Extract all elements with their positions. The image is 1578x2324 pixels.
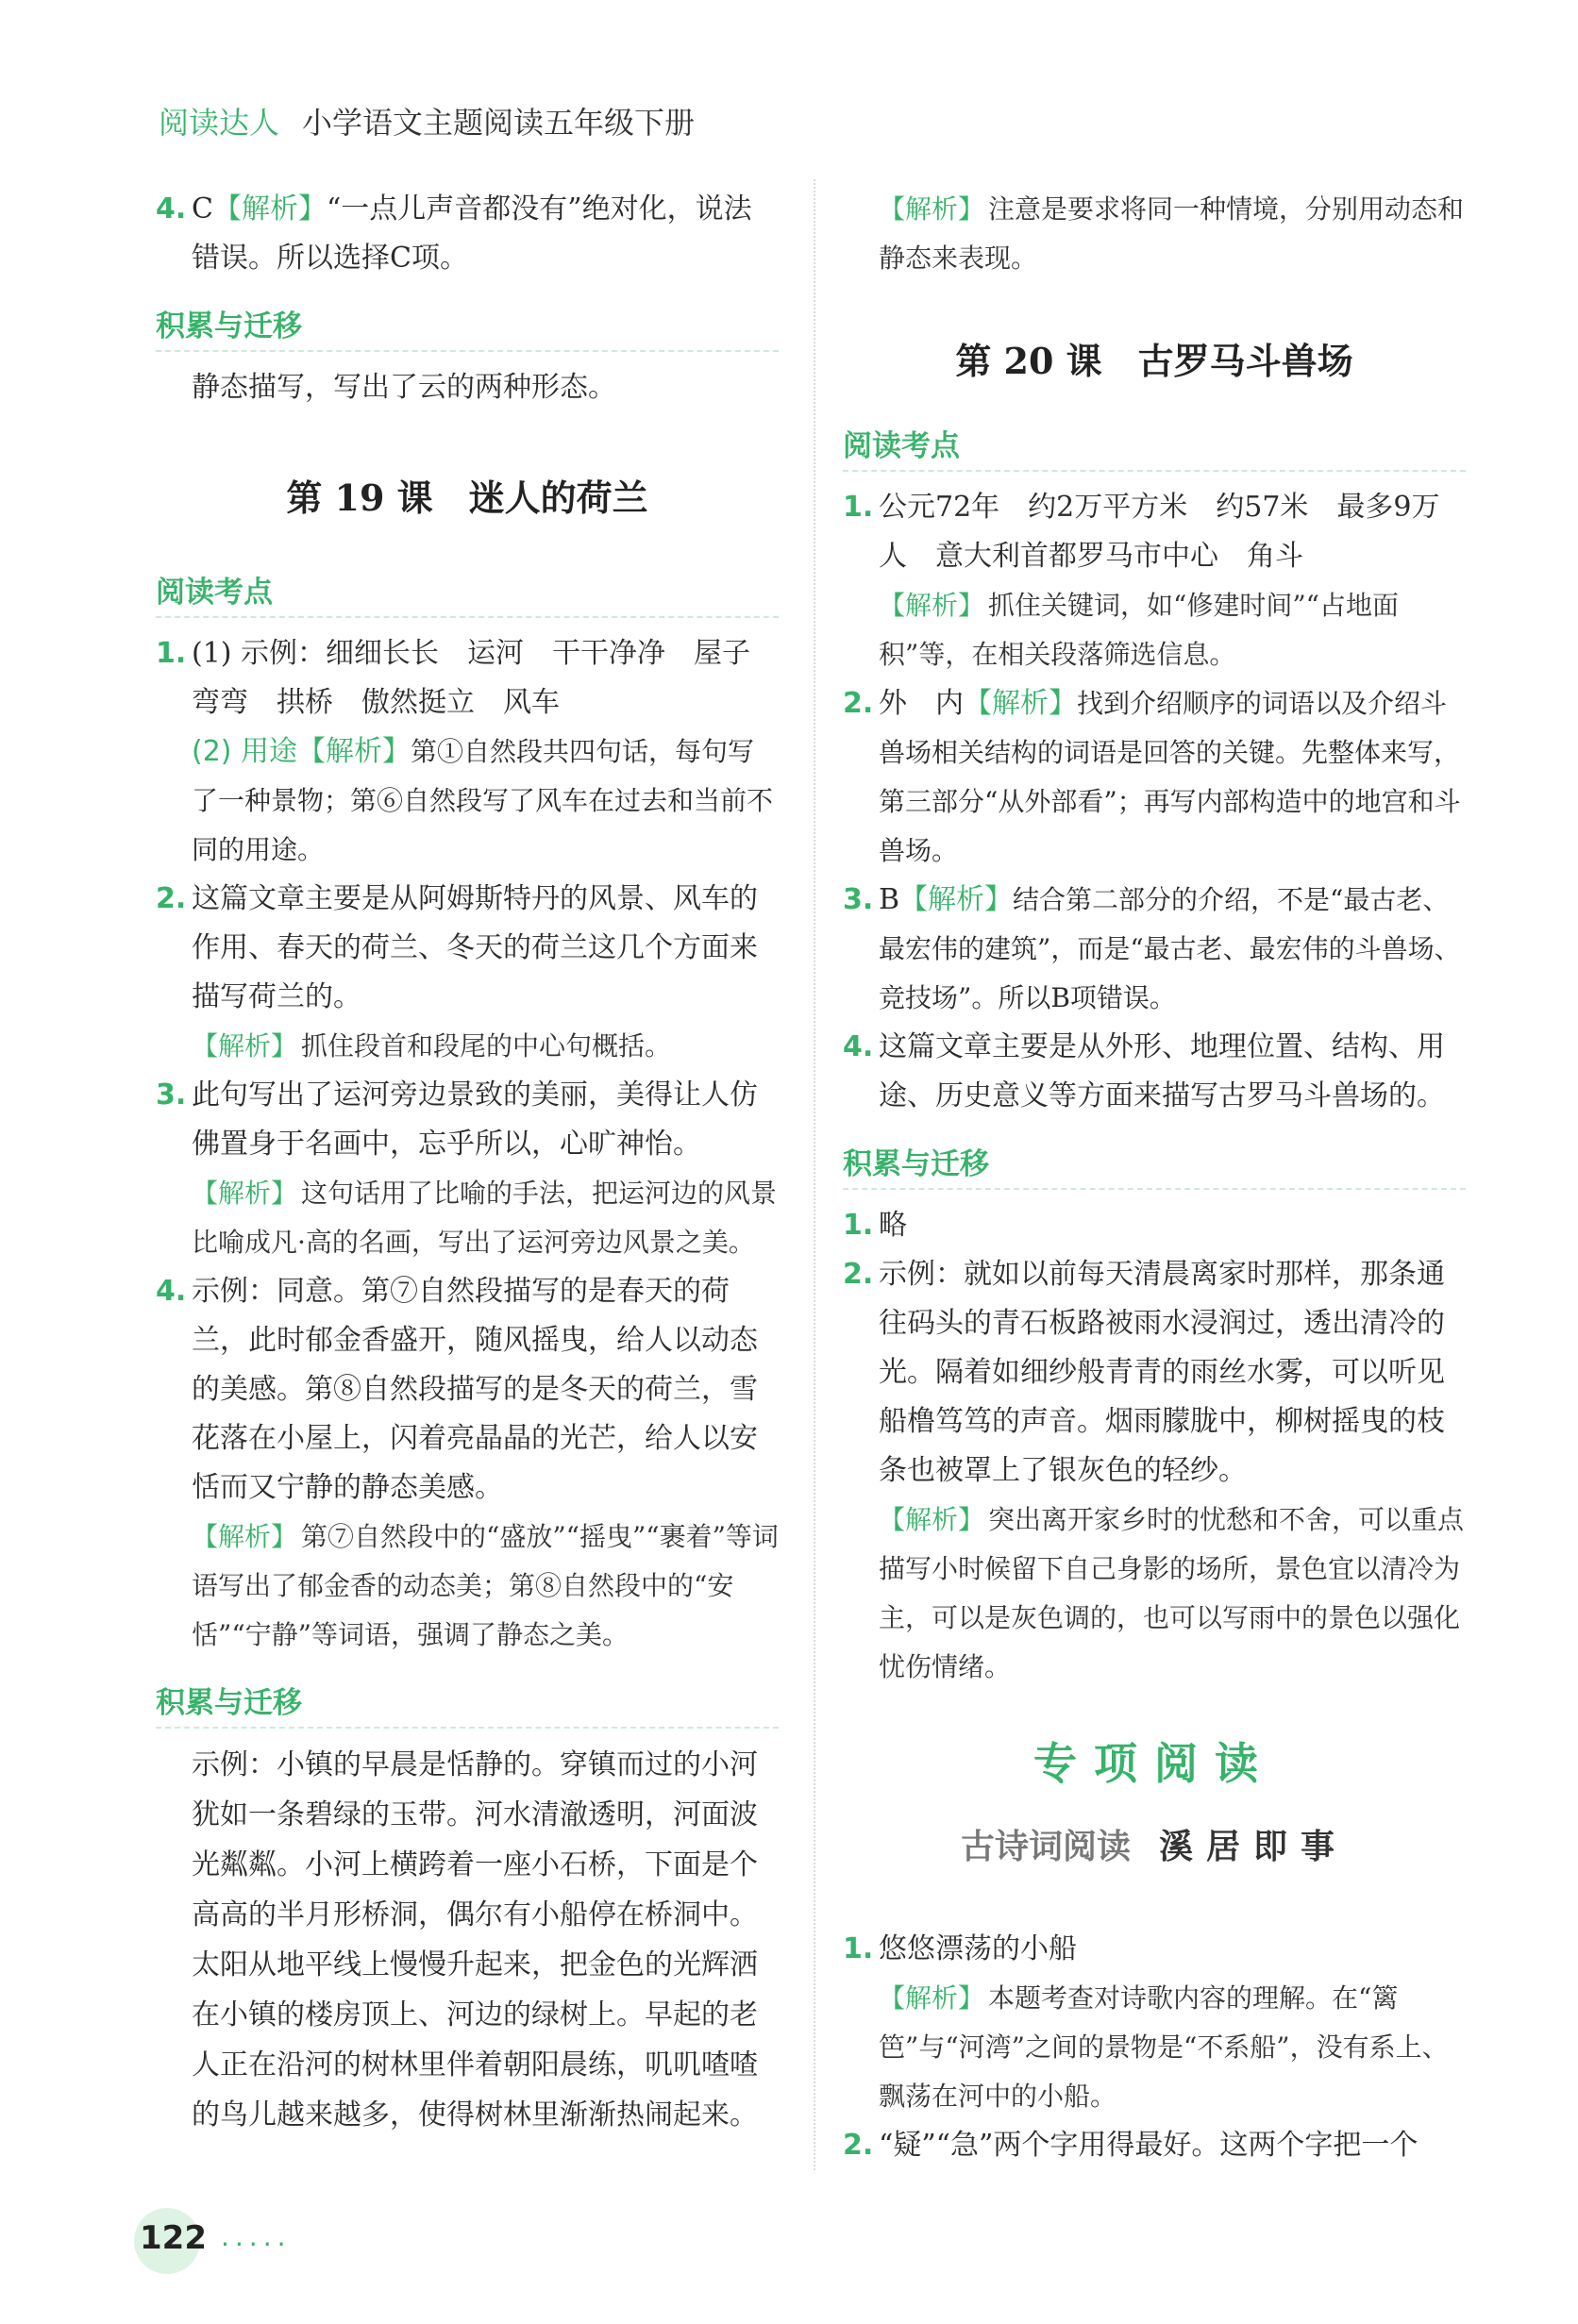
page-number: 122 ····· <box>134 2208 219 2274</box>
r-accum-2: 2. 示例：就如以前每天清晨离家时那样，那条通往码头的青石板路被雨水浸润过，透出清冷的光。隔着如细纱般青青的雨丝水雾，可以听见船橹笃笃的声音。烟雨朦胧中，柳树摇曳的枝条也被罩上了银灰色的轻纱。 <box>843 1258 1445 1487</box>
accumulation-essay: 示例：小镇的早晨是恬静的。穿镇而过的小河犹如一条碧绿的玉带。河水清澈透明，河面波光粼粼。小河上横跨着一座小石桥，下面是个高高的半月形桥洞，偶尔有小船停在桥洞中。太阳从地平线上慢慢升起来，把金色的光辉洒在小镇的楼房顶上、河边的绿树上。早起的老人正在沿河的树林里伴着朝阳晨练，叽叽喳喳的鸟儿越来越多，使得树林里渐渐热闹起来。 <box>192 1748 758 2132</box>
poem-analysis-1: 【解析】 本题考查对诗歌内容的理解。在“篱笆”与“河湾”之间的景物是“不系船”，没有系上、飘荡在河中的小船。 <box>879 1982 1449 2112</box>
lesson-20-title: 第 20 课 古罗马斗兽场 <box>955 340 1353 382</box>
running-header <box>159 99 695 142</box>
section-heading-accumulation-r: 积累与迁移 <box>843 1140 1466 1190</box>
poem-heading <box>843 1820 1466 1868</box>
series-brand: 阅读达人 <box>159 105 280 141</box>
section-heading-reading-points-r: 阅读考点 <box>843 422 1466 472</box>
page-dots: ····· <box>221 2229 292 2260</box>
lesson-19-title: 第 19 课 迷人的荷兰 <box>286 477 648 519</box>
analysis-4: 【解析】 第⑦自然段中的“盛放”“摇曳”“裹着”等词语写出了郁金香的动态美；第⑧自然段中的“安恬”“宁静”等词语，强调了静态之美。 <box>192 1521 779 1650</box>
answer-4: 4. 示例：同意。第⑦自然段描写的是春天的荷兰，此时郁金香盛开，随风摇曳，给人以动态的美感。第⑧自然段描写的是冬天的荷兰，雪花落在小屋上，闪着亮晶晶的光芒，给人以安恬而又宁静的静态美感。 <box>156 1275 758 1504</box>
r-answer-4: 4. 这篇文章主要是从外形、地理位置、结构、用途、历史意义等方面来描写古罗马斗兽场的。 <box>843 1030 1445 1112</box>
left-column <box>156 185 779 2140</box>
poem-answer-1: 1. 悠悠漂荡的小船 <box>843 1932 1077 1965</box>
answer-4-prev: 4. C【解析】“一点儿声音都没有”绝对化，说法错误。所以选择C项。 <box>156 192 752 275</box>
book-title: 小学语文主题阅读五年级下册 <box>302 105 696 141</box>
r-answer-3: 3. B【解析】结合第二部分的介绍，不是“最古老、最宏伟的建筑”，而是“最古老、最宏伟的斗兽场、竞技场”。所以B项错误。 <box>843 883 1461 1013</box>
section-heading-accumulation: 积累与迁移 <box>156 302 779 352</box>
analysis-2: 【解析】 抓住段首和段尾的中心句概括。 <box>192 1030 672 1062</box>
analysis-3: 【解析】 这句话用了比喻的手法，把运河边的风景比喻成凡·高的名画，写出了运河旁边风景之美。 <box>192 1178 778 1258</box>
answer-1: 1. (1) 示例：细细长长 运河 干干净净 屋子弯弯 拱桥 傲然挺立 风车 <box>156 637 751 719</box>
special-reading-heading: 专项阅读 <box>1033 1738 1275 1789</box>
r-answer-2: 2. 外 内【解析】找到介绍顺序的词语以及介绍斗兽场相关结构的词语是回答的关键。先整体来写，第三部分“从外部看”；再写内部构造中的地宫和斗兽场。 <box>843 687 1461 866</box>
r-answer-1: 1. 公元72年 约2万平方米 约57米 最多9万人 意大利首都罗马市中心 角斗 <box>843 491 1440 573</box>
accumulation-answer: 静态描写，写出了云的两种形态。 <box>192 371 616 404</box>
column-divider <box>814 179 815 2170</box>
poem-answer-2: 2. “疑”“急”两个字用得最好。这两个字把一个 <box>843 2129 1419 2162</box>
answer-2: 2. 这篇文章主要是从阿姆斯特丹的风景、风车的作用、春天的荷兰、冬天的荷兰这几个方面来描写荷兰的。 <box>156 882 758 1013</box>
r-accum-analysis-2: 【解析】 突出离开家乡时的忧愁和不舍，可以重点描写小时候留下自己身影的场所，景色宜以清冷为主，可以是灰色调的，也可以写雨中的景色以强化忧伤情绪。 <box>879 1504 1465 1682</box>
right-column <box>843 185 1466 2170</box>
poem-title: 溪居即事 <box>1159 1827 1349 1866</box>
answer-3: 3. 此句写出了运河旁边景致的美丽，美得让人仿佛置身于名画中，忘乎所以，心旷神怡。 <box>156 1078 758 1161</box>
section-heading-accumulation-2: 积累与迁移 <box>156 1679 779 1729</box>
analysis-top: 【解析】 注意是要求将同一种情境，分别用动态和静态来表现。 <box>879 193 1465 274</box>
answer-1-part-2: (2) 用途【解析】第①自然段共四句话，每句写了一种景物；第⑥自然段写了风车在过去和当前不同的用途。 <box>192 735 774 865</box>
poem-category: 古诗词阅读 <box>960 1827 1131 1866</box>
analysis-tag: 【解析】 <box>212 192 327 226</box>
section-heading-reading-points: 阅读考点 <box>156 568 779 618</box>
r-analysis-1: 【解析】 抓住关键词，如“修建时间”“占地面积”等，在相关段落筛选信息。 <box>879 590 1399 670</box>
r-accum-1: 1. 略 <box>843 1209 907 1242</box>
